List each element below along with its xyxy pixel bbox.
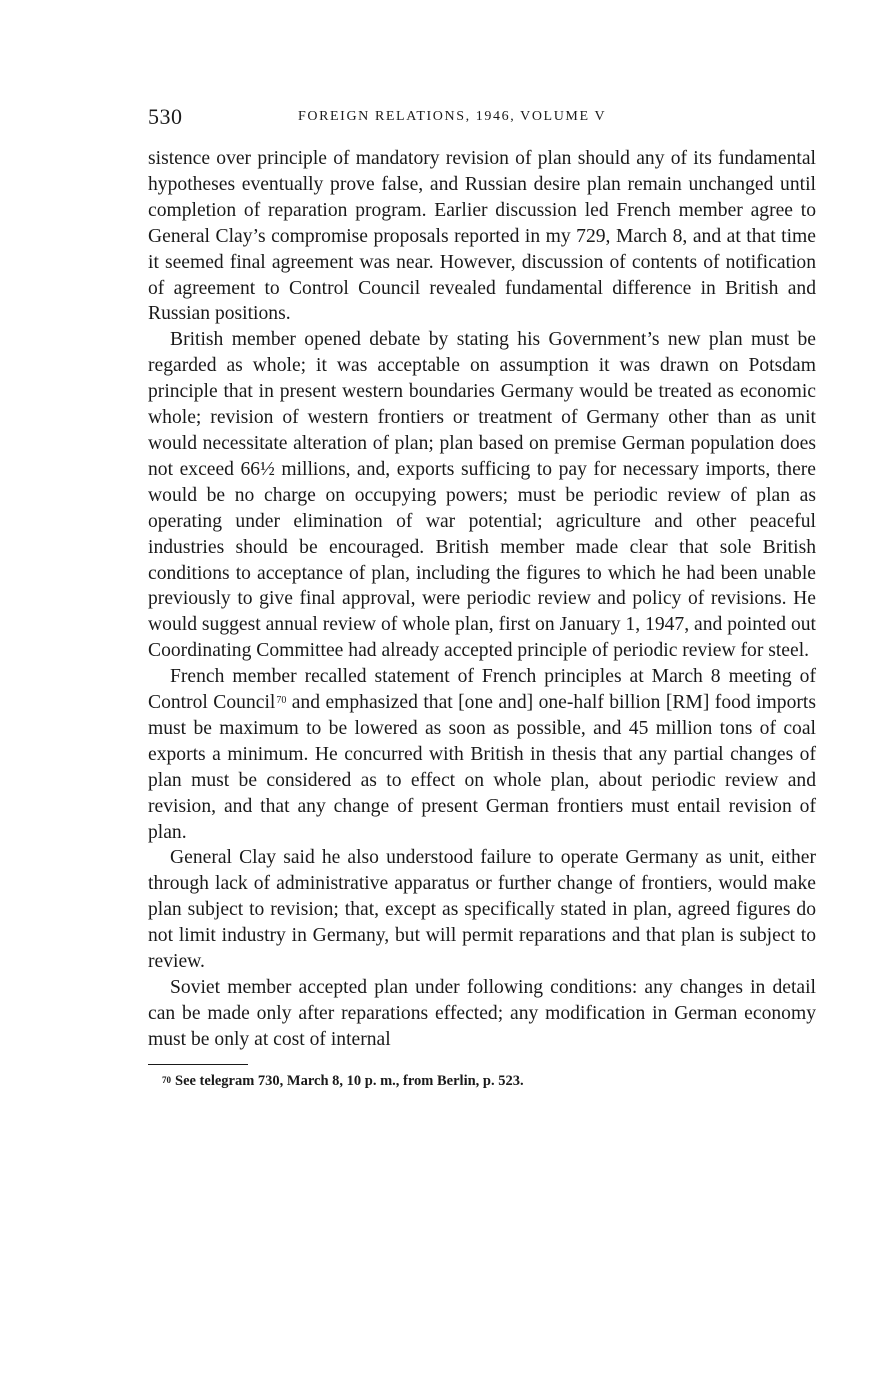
- paragraph-soviet-member: Soviet member accepted plan under following conditions: any changes in detail can be made only after reparations effected; any modification in German economy must be only at cost of internal: [148, 977, 816, 1050]
- document-page: [148, 102, 816, 1091]
- footnote-number: 70: [162, 1074, 171, 1085]
- footnote-text: See telegram 730, March 8, 10 p. m., from Berlin, p. 523.: [175, 1072, 524, 1089]
- paragraph-continued: sistence over principle of mandatory revision of plan should any of its fundamental hypotheses eventually prove false, and Russian desire plan remain unchanged until completion of reparation program. Earlier discussion led French member agree to General Clay’s compromise proposals reported in my 729, March 8, and at that time it seemed final agreement was near. However, discussion of contents of notification of agreement to Control Council revealed fundamental difference in British and Russian positions.: [148, 148, 816, 325]
- footnote-reference: 70: [276, 695, 287, 707]
- footnote-divider: [148, 1064, 248, 1065]
- paragraph-text-after-ref: and emphasized that [one and] one-half billion [RM] food imports must be maximum to be lowered as soon as possible, and 45 million tons of coal exports a minimum. He concurred with British in thesis that any partial changes of plan must be considered as to effect on whole plan, about periodic review and revision, and that any change of present German frontiers must entail revision of plan.: [148, 692, 816, 843]
- paragraph-british-member: British member opened debate by stating his Government’s new plan must be regarded as whole; it was acceptable on assumption it was drawn on Potsdam principle that in present western boundaries Germany would be treated as economic whole; revision of western frontiers or treatment of Germany other than as unit would necessitate alteration of plan; plan based on premise German population does not exceed 66½ millions, and, exports sufficing to pay for necessary imports, there would be no charge on occupying powers; must be periodic review of plan as operating under elimination of war potential; agriculture and other peaceful industries should be encouraged. British member made clear that sole British conditions to acceptance of plan, including the figures to which he had been unable previously to give final approval, were periodic review and policy of revisions. He would suggest annual review of whole plan, first on January 1, 1947, and pointed out Coordinating Committee had already accepted principle of periodic review for steel.: [148, 329, 816, 662]
- running-head: [148, 102, 816, 132]
- paragraph-text-before-ref: French member recalled statement of French principles at March 8 meeting of Control Council: [148, 666, 816, 714]
- running-title: FOREIGN RELATIONS, 1946, VOLUME V: [298, 109, 607, 124]
- paragraph-general-clay: General Clay said he also understood failure to operate Germany as unit, either through lack of administrative apparatus or further change of frontiers, would make plan subject to revision; that, except as specifically stated in plan, agreed figures do not limit industry in Germany, but will permit reparations and that plan is subject to review.: [148, 847, 816, 973]
- footnote: [148, 1071, 816, 1091]
- paragraph-french-member: [148, 664, 816, 845]
- body-text: [148, 146, 816, 1053]
- page-number: 530: [148, 104, 183, 129]
